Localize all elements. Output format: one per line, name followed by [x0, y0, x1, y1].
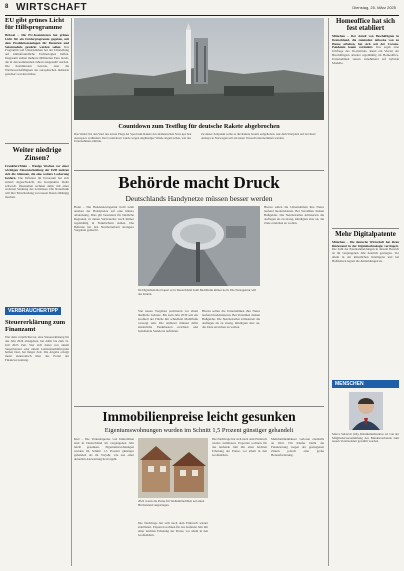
main-col3: Hierzu sollen die Unternehmen ihre Netze laufend modernisieren. Bei Verstößen drohen Bußgelder. Die Netzbetreiber kritisierten die Auflagen als zu streng, kündigten aber an, die Ziele erreichen zu wollen. [202, 310, 260, 329]
issue-date: Dienstag, 25. März 2025 [352, 5, 396, 10]
main-subhead: Deutschlands Handynetze müssen besser werden [125, 194, 273, 203]
column-divider-left [71, 18, 72, 566]
main-col1: Bonn – Die Bundesnetzagentur hofft beim Ausbau der Handynetze auf eine höhere Abdeckung. Dies gilt besonders für ländliche Regionen, in denen Verbraucher noch immer regelmäßig in Funklöchern stehen. Die Behörde hat den Netzbetreibern strengere Vorgaben gemacht. [74, 206, 134, 233]
rocket-photo [74, 18, 324, 120]
portrait-photo [349, 392, 383, 430]
kicker-verbrauchertipp [5, 299, 69, 317]
second-col2: Die Nachfrage hat sich nach dem Einbruch wieder stabilisiert. Experten rechnen für das laufende Jahr mit einer leichten Erholung der Preise, vor allem in den Großstädten. [138, 522, 208, 537]
lead-zinsen: Frankfurt/Main – Wenige Wochen vor einer wichtigen Zinsentscheidung der EZB mehren sich die Stimmen, die eine weitere Lockerung fordern. [5, 164, 69, 180]
divider [74, 406, 324, 407]
second-col4: Mehrfamilienhäuser verloren ebenfalls an Wert. Für Käufer bleibt die Finanzierung wegen der gestiegenen Zinsen jedoch eine große Herausforderung. [271, 438, 324, 457]
main-headline: Behörde macht Druck [118, 173, 280, 192]
house-caption: 2022 waren die Preise für Wohnimmobilien auf einen Höchststand angestiegen. [138, 500, 205, 507]
headline-homeoffice: Homeoffice hat sich fest etabliert [335, 17, 396, 33]
headline-steuer: Steuererklärung zum Finanzamt [5, 318, 66, 333]
column-divider-right [328, 18, 329, 566]
headline-eu: EU gibt grünes Licht für Hilfsprogramme [5, 17, 65, 31]
second-col1: Kiel – Die Verkaufspreise von Immobilien sind in Deutschland im vergangenen Jahr leicht gesunken. Eigentumswohnungen wurden im Schnitt 1,5 Prozent günstiger gehandelt als im Vorjahr, wie aus einer aktuellen Auswertung hervorgeht. [74, 438, 134, 461]
kicker-menschen [332, 380, 399, 388]
body-zinsen: Die Inflation im Euroraum hat sich zuletzt abgeschwächt, die Konjunktur bleibt schwach. Ökonomen rechnen daher mit einer weiteren Senkung des Leitzinses. Die Notenbank will ihre Entscheidung von neuen Daten abhängig machen. [5, 175, 69, 200]
divider [5, 143, 69, 144]
dish-caption: Im Digitalzeitalter hapert es in Deutschland beim Mobilfunk immer noch. Die Netzagentur will das ändern. [138, 289, 257, 296]
body-homeoffice: Das ergab eine Umfrage des Ifo-Instituts. Rund ein Viertel der Beschäftigten arbeitet regelmäßig im Homeoffice. Unternehmen setzen zunehmend auf hybride Modelle. [332, 45, 399, 66]
second-subhead: Eigentumswohnungen wurden im Schnitt 1,5 Prozent günstiger gehandelt [104, 427, 294, 434]
article-eu [5, 34, 69, 140]
satellite-dish-photo [138, 206, 260, 286]
section-title: WIRTSCHAFT [16, 2, 88, 13]
article-menschen: Marco Sefzavic (66), Klinikumsdirektor, ist von der Mitgliederversammlung des Bundesverbands zum neuen Vorsitzenden gewählt worden. [332, 432, 399, 444]
photo-caption-right: Zu dieser Zeitpunkt sollte es die Rakete bereits aufgehoben. Auf dem Startplatz auf der Insel Andøya in Norwegen soll ein neuer Versuch unternommen werden. [201, 133, 316, 140]
second-headline: Immobilienpreise leicht gesunken [102, 409, 296, 424]
left-column [5, 18, 69, 568]
kicker-label: VERBRAUCHERTIPP [5, 307, 61, 315]
divider [74, 170, 324, 171]
kicker-label: MENSCHEN [332, 380, 399, 388]
divider [332, 228, 399, 229]
second-col3: Die Nachfrage hat sich nach dem Einbruch wieder stabilisiert. Experten rechnen für das laufende Jahr mit einer leichten Erholung der Preise, vor allem in den Großstädten. [212, 438, 267, 457]
header-rule [5, 15, 399, 16]
lead-patente: München – Die deutsche Wirtschaft hat ihren Rückstand in der Digitaltechnologie verringert. [332, 240, 399, 248]
main-col4: Hierzu sollen die Unternehmen ihre Netze laufend modernisieren. Bei Verstößen drohen Bußgelder. Die Netzbetreiber kritisierten die Auflagen als zu streng, kündigten aber an, die Ziele erreichen zu wollen. [264, 206, 324, 225]
page-number: 8 [5, 4, 9, 10]
headline-zinsen: Weiter niedrige Zinsen? [12, 145, 62, 163]
main-col2: Von neuen Vorgaben profitieren vor allem ländliche Gebiete. Bis zum Jahr 2030 soll ein Großteil der Fläche mit schnellem Mobilfunk versorgt sein. Die Anbieter müssen dafür zusätzliche Funkmasten errichten und bestehende Standorte aufrüsten. [138, 310, 198, 333]
houses-photo [138, 438, 208, 498]
article-zinsen [5, 165, 69, 295]
body-patente: Die Zahl der Patentanmeldungen in diesem Bereich ist im vergangenen Jahr deutlich gestiegen. Vor allem in der künstlichen Intelligenz und bei Halbleitern legten die Anmeldungen zu. [332, 247, 399, 264]
lead-homeoffice: München – Der Anteil von Beschäftigten in Deutschland, die zumindest teilweise von zu Hause arbeiten, hat sich seit der Corona-Pandemie kaum verändert. [332, 34, 399, 50]
lead-eu: Brüssel – Die EU-Kommission hat grünes Licht für ein Förderprogramm gegeben, mit dem Produktionsanlagen für Batterien und Solarmodule gestärkt werden sollen. [5, 33, 69, 49]
photo-caption-left: Das Wetter hat den Start des ersten Flugs der Spectrum-Rakete des süddeutschen Start-ups Isar Aerospace verhindert. Der Countdown wurde wegen ungünstiger Winde abgebrochen, wie das Unternehmen erklärte. [74, 133, 192, 144]
right-column [332, 18, 399, 568]
article-patente [332, 241, 399, 376]
article-homeoffice [332, 35, 399, 225]
headline-patente: Mehr Digitalpatente [335, 230, 396, 239]
photo-caption-title: Countdown zum Testflug für deutsche Rakete abgebrochen [118, 123, 280, 130]
body-eu: Das Programm soll Unternehmen bei der Umstellung auf klimafreundliche Technologien helfen. Insgesamt stehen mehrere Milliarden Euro bereit, die in den kommenden Jahren ausgezahlt werden. Die Kommission betonte, dass die Wettbewerbsfähigkeit der europäischen Industrie gesichert werden müsse. [5, 44, 69, 76]
article-steuer: Wer dazu verpflichtet ist, eine Steuererklärung für das Jahr 2024 abzugeben, hat dafür bis zum 31. Juli 2025 Zeit. Wer sich dabei von einem Steuerberater oder einem Lohnsteuerhilfeverein helfen lässt, hat länger Zeit. Die Abgabe erfolgt meist elektronisch über das Portal der Finanzverwaltung. [5, 335, 69, 363]
